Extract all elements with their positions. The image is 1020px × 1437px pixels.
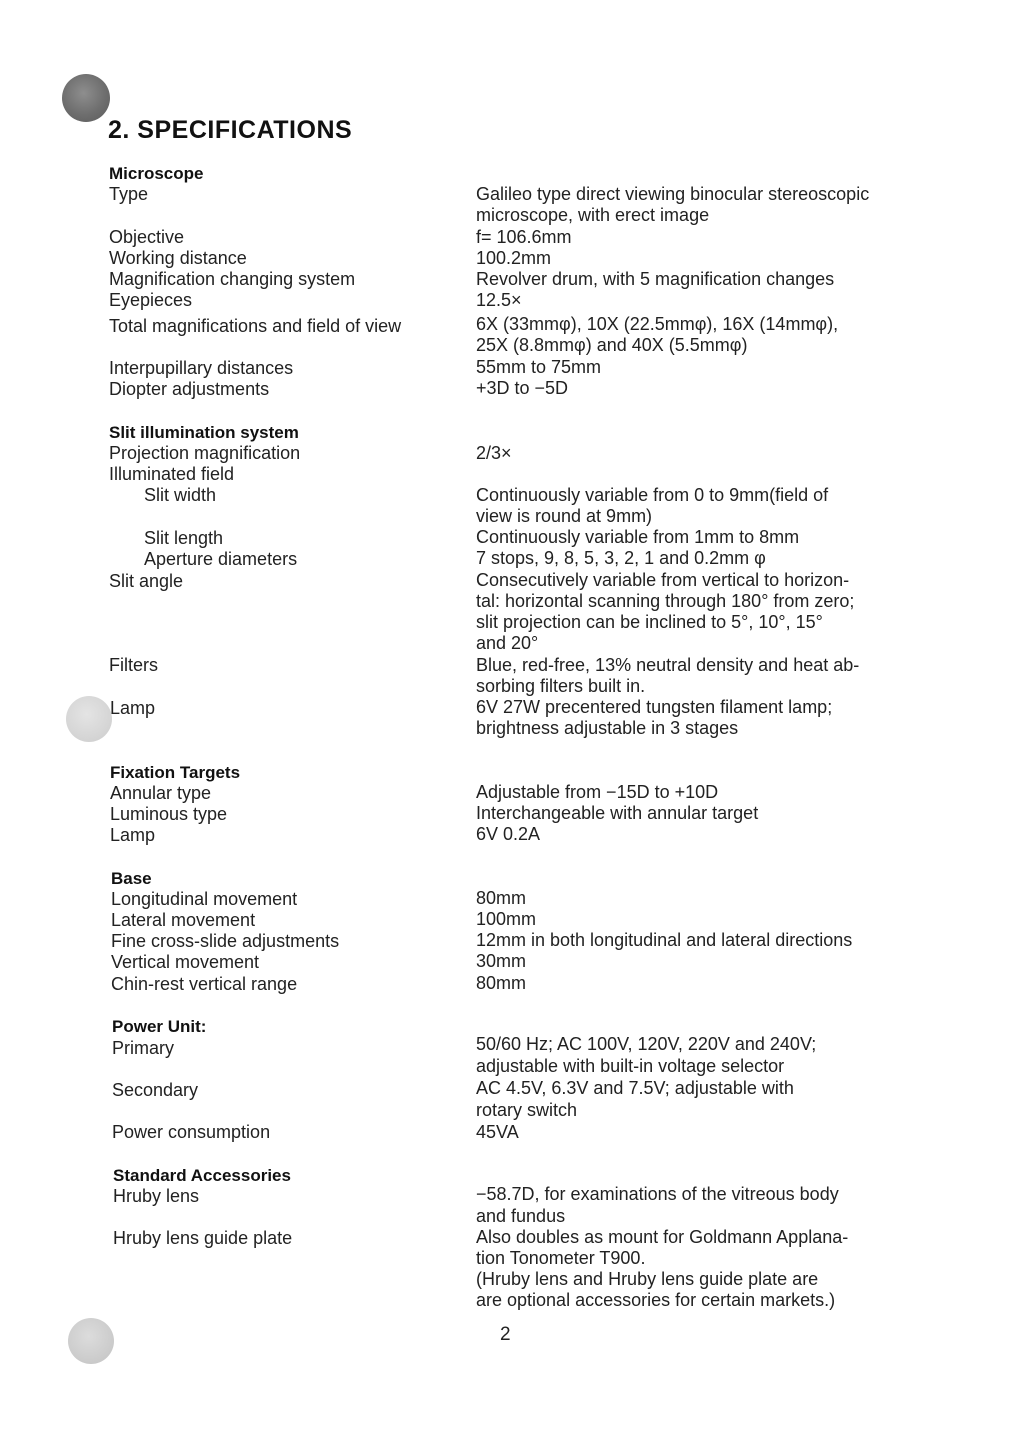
accessories-note-2: are optional accessories for certain markets.) [476,1290,836,1310]
spec-value-secondary-1: AC 4.5V, 6.3V and 7.5V; adjustable with [476,1078,794,1098]
spec-value-annular: Adjustable from −15D to +10D [476,782,719,802]
spec-value-primary-1: 50/60 Hz; AC 100V, 120V, 220V and 240V; [476,1034,817,1054]
binder-hole-middle [66,696,112,742]
spec-value-hruby-lens-1: −58.7D, for examinations of the vitreous body [476,1184,839,1204]
spec-value-mag-system: Revolver drum, with 5 magnification changes [476,269,835,289]
spec-label-lateral: Lateral movement [111,910,256,930]
spec-value-type-1: Galileo type direct viewing binocular stereoscopic [476,184,870,204]
spec-value-longitudinal: 80mm [476,888,527,908]
spec-label-power-consumption: Power consumption [112,1122,271,1142]
spec-value-slit-angle-1: Consecutively variable from vertical to horizon- [476,570,850,590]
page-number: 2 [500,1324,511,1345]
spec-value-eyepieces: 12.5× [476,290,522,310]
spec-value-chinrest: 80mm [476,973,527,993]
spec-value-fixation-lamp: 6V 0.2A [476,824,541,844]
spec-label-objective: Objective [109,227,185,247]
spec-value-fine-cross-slide: 12mm in both longitudinal and lateral directions [476,930,853,950]
spec-value-type-2: microscope, with erect image [476,205,710,225]
spec-label-filters: Filters [109,655,158,675]
spec-value-filters-1: Blue, red-free, 13% neutral density and heat ab- [476,655,860,675]
spec-label-projection: Projection magnification [109,443,301,463]
spec-value-slit-width-1: Continuously variable from 0 to 9mm(field of [476,485,829,505]
spec-label-fine-cross-slide: Fine cross-slide adjustments [111,931,340,951]
section-title-fixation: Fixation Targets [110,763,241,782]
section-title-slit: Slit illumination system [109,423,299,442]
spec-value-hruby-lens-2: and fundus [476,1206,566,1226]
spec-value-primary-2: adjustable with built-in voltage selector [476,1056,785,1076]
accessories-note-1: (Hruby lens and Hruby lens guide plate are [476,1269,819,1289]
page-heading: 2. SPECIFICATIONS [108,116,353,144]
binder-hole-top [62,74,110,122]
spec-label-hruby-lens: Hruby lens [113,1186,200,1206]
spec-value-slit-lamp-1: 6V 27W precentered tungsten filament lamp; [476,697,833,717]
spec-label-aperture: Aperture diameters [144,549,298,569]
section-title-accessories: Standard Accessories [113,1166,291,1185]
spec-value-filters-2: sorbing filters built in. [476,676,646,696]
spec-label-type: Type [109,184,149,204]
spec-label-annular: Annular type [110,783,212,803]
spec-value-slit-angle-2: tal: horizontal scanning through 180° from zero; [476,591,855,611]
section-title-power: Power Unit: [112,1017,207,1036]
spec-value-total-mag-2: 25X (8.8mmφ) and 40X (5.5mmφ) [476,335,748,355]
spec-label-chinrest: Chin-rest vertical range [111,974,298,994]
spec-value-slit-length: Continuously variable from 1mm to 8mm [476,527,800,547]
spec-value-power-consumption: 45VA [476,1122,519,1142]
spec-label-illuminated-field: Illuminated field [109,464,235,484]
spec-value-lateral: 100mm [476,909,537,929]
spec-label-fixation-lamp: Lamp [110,825,156,845]
spec-label-primary: Primary [112,1038,174,1058]
spec-value-vertical: 30mm [476,951,527,971]
binder-hole-bottom [68,1318,114,1364]
spec-label-mag-system: Magnification changing system [109,269,356,289]
spec-value-slit-lamp-2: brightness adjustable in 3 stages [476,718,739,738]
spec-label-guide-plate: Hruby lens guide plate [113,1228,293,1248]
spec-value-total-mag-1: 6X (33mmφ), 10X (22.5mmφ), 16X (14mmφ), [476,314,839,334]
spec-label-diopter: Diopter adjustments [109,379,270,399]
spec-value-guide-plate-1: Also doubles as mount for Goldmann Applana- [476,1227,849,1247]
spec-value-guide-plate-2: tion Tonometer T900. [476,1248,646,1268]
spec-value-interpupillary: 55mm to 75mm [476,357,602,377]
spec-label-eyepieces: Eyepieces [109,290,193,310]
spec-label-working-distance: Working distance [109,248,247,268]
spec-label-interpupillary: Interpupillary distances [109,358,294,378]
section-title-microscope: Microscope [109,164,204,183]
spec-value-slit-angle-3: slit projection can be inclined to 5°, 10°, 15° [476,612,823,632]
section-title-base: Base [111,869,152,888]
spec-label-total-mag: Total magnifications and field of view [109,316,402,336]
spec-label-longitudinal: Longitudinal movement [111,889,298,909]
spec-value-luminous: Interchangeable with annular target [476,803,759,823]
spec-label-secondary: Secondary [112,1080,199,1100]
spec-label-slit-length: Slit length [144,528,224,548]
spec-value-working-distance: 100.2mm [476,248,552,268]
spec-value-objective: f= 106.6mm [476,227,572,247]
spec-label-slit-lamp: Lamp [110,698,156,718]
spec-value-aperture: 7 stops, 9, 8, 5, 3, 2, 1 and 0.2mm φ [476,548,766,568]
spec-label-slit-width: Slit width [144,485,217,505]
spec-value-projection: 2/3× [476,443,512,463]
spec-value-slit-angle-4: and 20° [476,633,539,653]
spec-value-diopter: +3D to −5D [476,378,569,398]
spec-label-slit-angle: Slit angle [109,571,184,591]
spec-value-slit-width-2: view is round at 9mm) [476,506,653,526]
spec-value-secondary-2: rotary switch [476,1100,578,1120]
spec-label-vertical: Vertical movement [111,952,260,972]
spec-label-luminous: Luminous type [110,804,228,824]
